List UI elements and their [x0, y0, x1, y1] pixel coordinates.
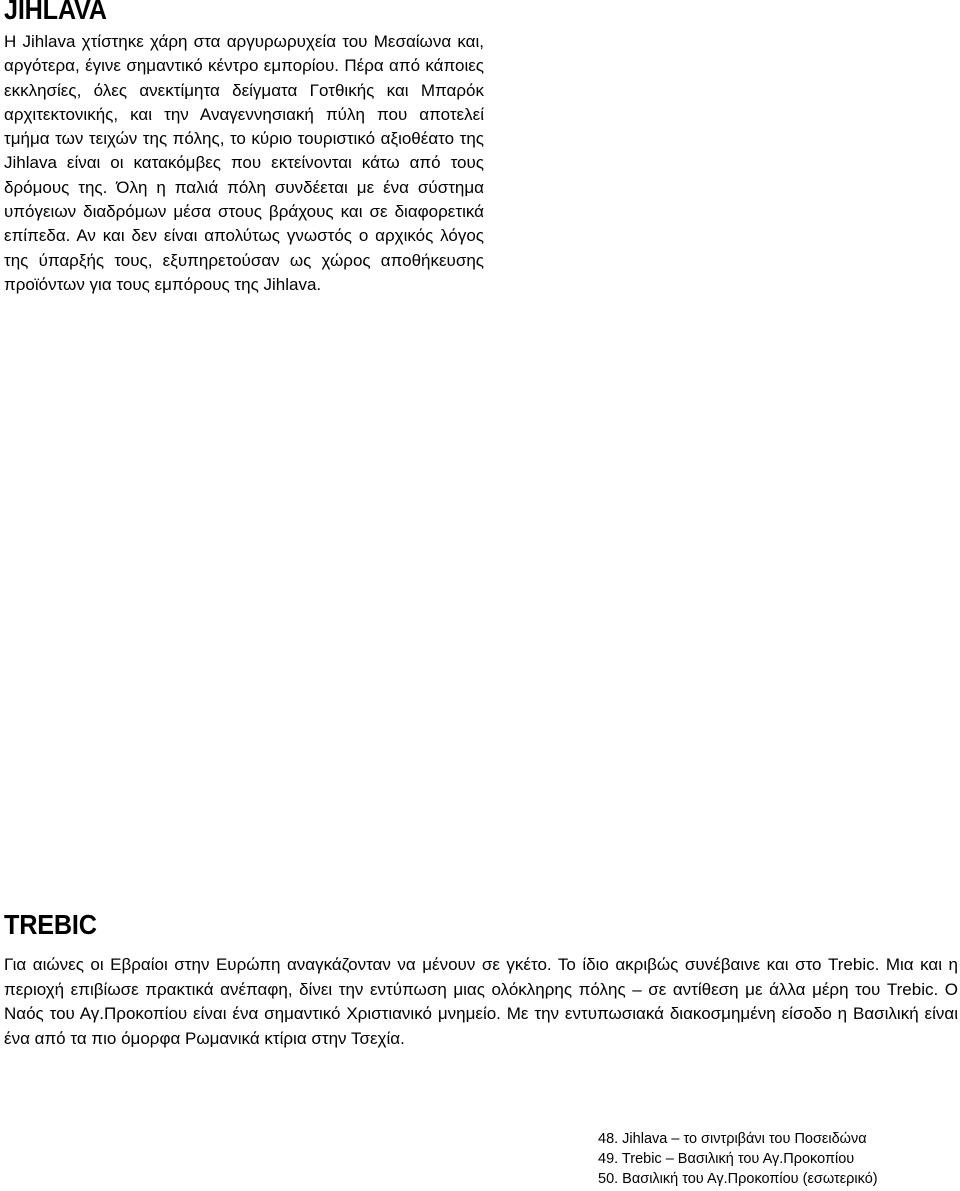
section-title-trebic: TREBIC — [4, 909, 97, 940]
figure-caption-50: 50. Βασιλική του Αγ.Προκοπίου (εσωτερικό) — [598, 1171, 878, 1187]
section-text-jihlava: Η Jihlava χτίστηκε χάρη στα αργυρωρυχεία του Μεσαίωνα και, αργότερα, έγινε σημαντικό κέντρο εμπορίου. Πέρα από κάποιες εκκλησίες, όλες ανεκτίμητα δείγματα Γοτθικής και Μπαρόκ αρχιτεκτονικής, και την Αναγεννησιακή πύλη που αποτελεί τμήμα των τειχών της πόλης, το κύριο τουριστικό αξιοθέατο της Jihlava είναι οι κατακόμβες που εκτείνονται κάτω από τους δρόμους της. Όλη η παλιά πόλη συνδέεται με ένα σύστημα υπόγειων διαδρόμων μέσα στους βράχους και σε διαφορετικά επίπεδα. Αν και δεν είναι απολύτως γνωστός ο αρχικός λόγος της ύπαρξής τους, εξυπηρετούσαν ως χώρος αποθήκευσης προϊόντων για τους εμπόρους της Jihlava. — [4, 32, 484, 294]
figure-caption-48: 48. Jihlava – το σιντριβάνι του Ποσειδώνα — [598, 1131, 867, 1147]
figure-captions-list — [598, 1129, 878, 1189]
section-text-trebic: Για αιώνες οι Εβραίοι στην Ευρώπη αναγκάζονταν να μένουν σε γκέτο. Το ίδιο ακριβώς συνέβαινε και στο Trebic. Μια και η περιοχή επιβίωσε πρακτικά ανέπαφη, δίνει την εντύπωση μιας ολόκληρης πόλης – σε αντίθεση με άλλα μέρη του Trebic. Ο Ναός του Αγ.Προκοπίου είναι ένα σημαντικό Χριστιανικό μνημείο. Με την εντυπωσιακά διακοσμημένη είσοδο η Βασιλική είναι ένα από τα πιο όμορφα Ρωμανικά κτίρια στην Τσεχία. — [4, 955, 958, 1048]
section-title-jihlava: JIHLAVA — [4, 0, 107, 25]
figure-caption-49: 49. Trebic – Βασιλική του Αγ.Προκοπίου — [598, 1151, 855, 1167]
